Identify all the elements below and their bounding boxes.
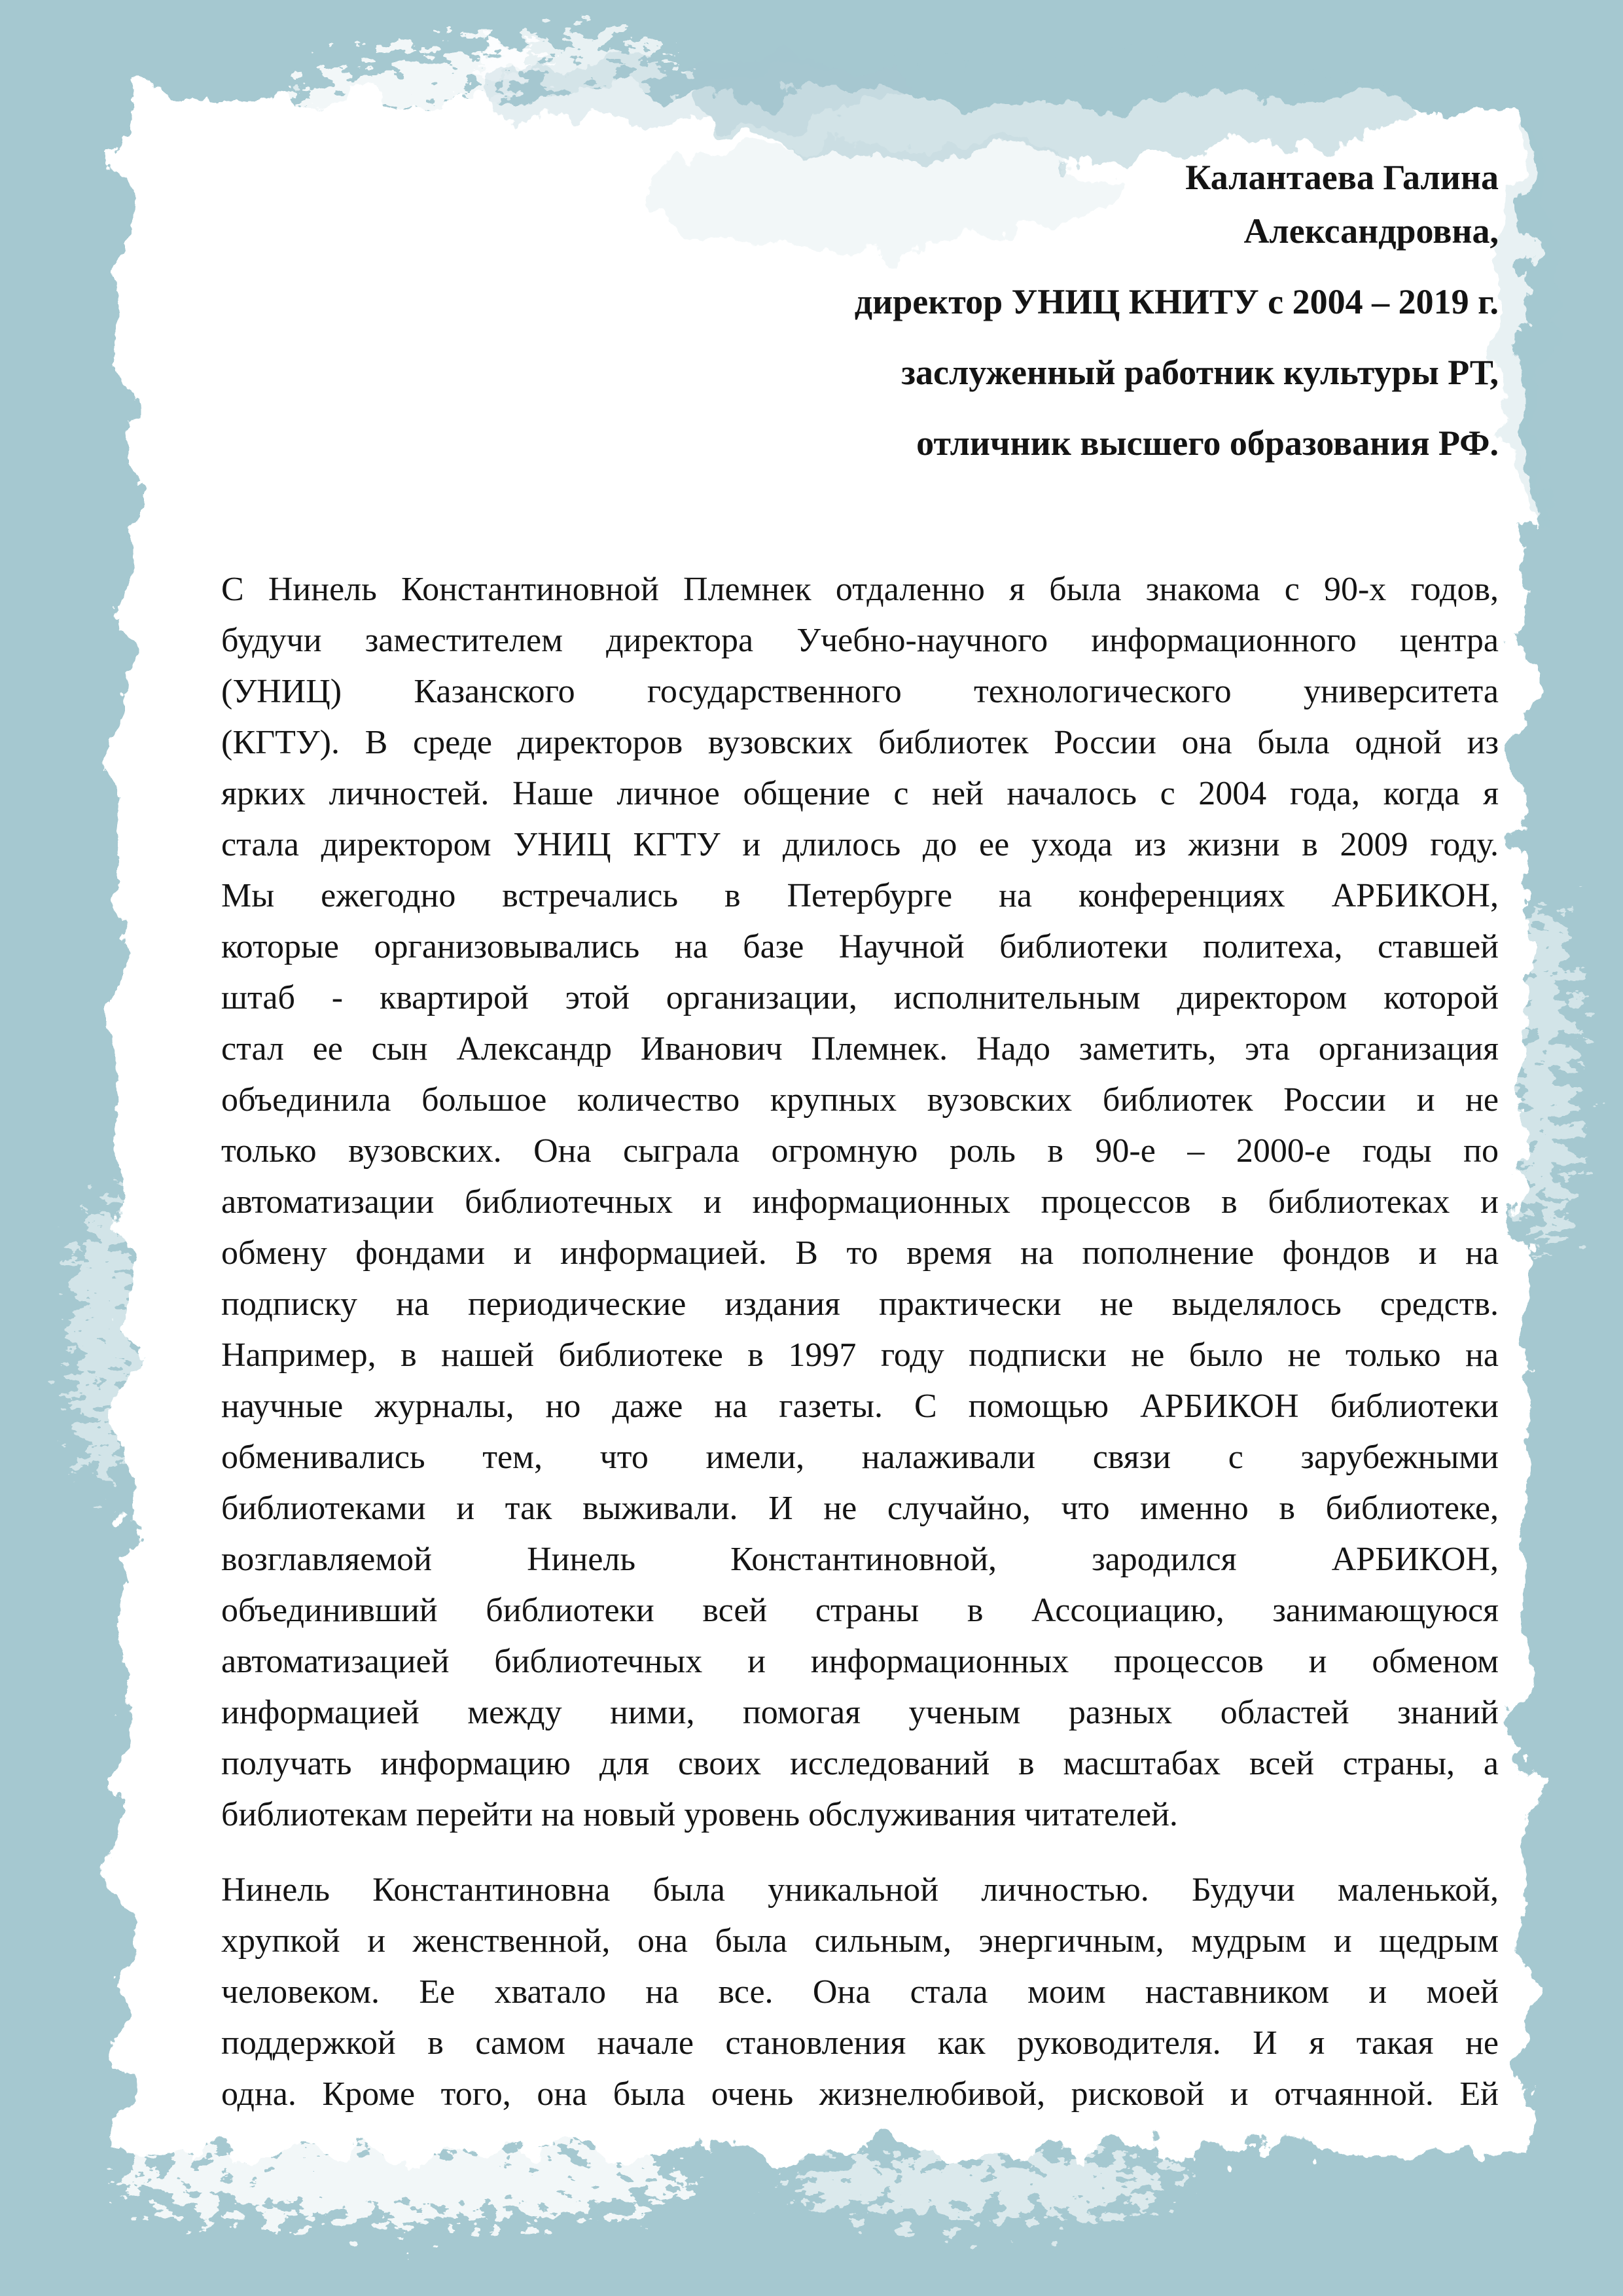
text-line: обменивались тем, что имели, налаживали связи с зарубежными [221, 1439, 1499, 1476]
text-line: обмену фондами и информацией. В то время на пополнение фондов и на [221, 1234, 1499, 1272]
text-line: возглавляемой Нинель Константиновной, зародился АРБИКОН, [221, 1541, 1499, 1578]
text-line: Калантаева Галина [1185, 158, 1499, 197]
text-line: штаб - квартирой этой организации, исполнительным директором которой [221, 979, 1499, 1016]
text-line: заслуженный работник культуры РТ, [901, 353, 1499, 392]
text-line: подписку на периодические издания практически не выделялось средств. [221, 1285, 1499, 1323]
text-line: директор УНИЦ КНИТУ с 2004 – 2019 г. [854, 282, 1499, 321]
text-line: (УНИЦ) Казанского государственного технологического университета [221, 673, 1499, 710]
paragraph-1 [221, 564, 1499, 1840]
text-line: Александровна, [1243, 211, 1499, 251]
text-line: (КГТУ). В среде директоров вузовских библиотек России она была одной из [221, 724, 1499, 761]
text-line: стал ее сын Александр Иванович Племнек. Надо заметить, эта организация [221, 1030, 1499, 1067]
text-line: ярких личностей. Наше личное общение с ней началось с 2004 года, когда я [221, 775, 1499, 812]
author-titles [221, 275, 1499, 470]
document-content [221, 0, 1499, 2120]
text-line: одна. Кроме того, она была очень жизнелюбивой, рисковой и отчаянной. Ей [221, 2075, 1499, 2113]
text-line: человеком. Ее хватало на все. Она стала моим наставником и моей [221, 1973, 1499, 2011]
text-line: Нинель Константиновна была уникальной личностью. Будучи маленькой, [221, 1871, 1499, 1909]
text-line: которые организовывались на базе Научной библиотеки политеха, ставшей [221, 928, 1499, 965]
author-name [221, 151, 1499, 258]
text-line: хрупкой и женственной, она была сильным, энергичным, мудрым и щедрым [221, 1922, 1499, 1960]
text-line: отличник высшего образования РФ. [916, 423, 1499, 463]
text-line: научные журналы, но даже на газеты. С помощью АРБИКОН библиотеки [221, 1388, 1499, 1425]
text-line: Мы ежегодно встречались в Петербурге на конференциях АРБИКОН, [221, 877, 1499, 914]
text-line: объединивший библиотеки всей страны в Ассоциацию, занимающуюся [221, 1592, 1499, 1629]
text-line: Например, в нашей библиотеке в 1997 году подписки не было не только на [221, 1336, 1499, 1374]
text-line: автоматизацией библиотечных и информационных процессов и обменом [221, 1643, 1499, 1680]
text-line: автоматизации библиотечных и информационных процессов в библиотеках и [221, 1183, 1499, 1221]
text-line: объединила большое количество крупных вузовских библиотек России и не [221, 1081, 1499, 1119]
text-line: стала директором УНИЦ КГТУ и длилось до ее ухода из жизни в 2009 году. [221, 826, 1499, 863]
body-block [221, 564, 1499, 2120]
text-line: только вузовских. Она сыграла огромную роль в 90-е – 2000-е годы по [221, 1132, 1499, 1170]
text-line: информацией между ними, помогая ученым разных областей знаний [221, 1694, 1499, 1731]
text-line: библиотекам перейти на новый уровень обслуживания читателей. [221, 1796, 1178, 1833]
text-line: библиотеками и так выживали. И не случайно, что именно в библиотеке, [221, 1490, 1499, 1527]
text-line: будучи заместителем директора Учебно-научного информационного центра [221, 622, 1499, 659]
text-line: поддержкой в самом начале становления как руководителя. И я такая не [221, 2024, 1499, 2062]
text-line: С Нинель Константиновной Племнек отдаленно я была знакома с 90-х годов, [221, 571, 1499, 608]
text-line: получать информацию для своих исследований в масштабах всей страны, а [221, 1745, 1499, 1782]
paragraph-2 [221, 1865, 1499, 2120]
header-block [221, 0, 1499, 470]
